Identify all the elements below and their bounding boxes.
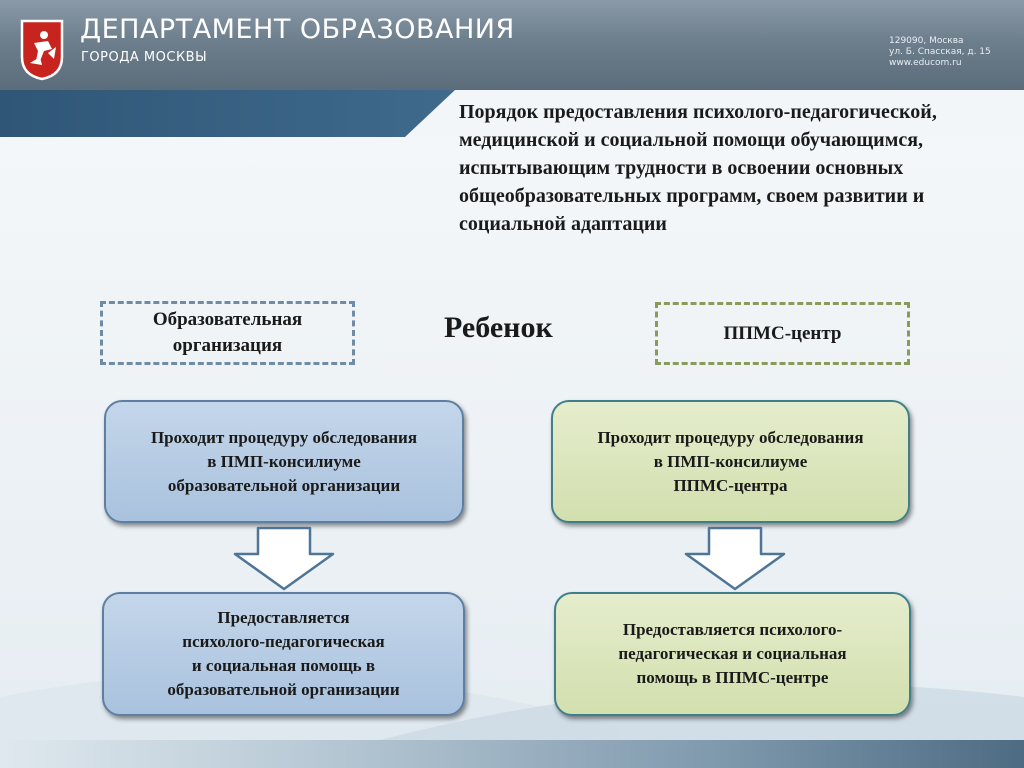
school-examination-box xyxy=(104,400,464,523)
label-line: организация xyxy=(172,335,283,356)
box-line: психолого-педагогическая xyxy=(182,632,385,651)
box-line: образовательной организации xyxy=(167,475,401,495)
header-bar xyxy=(0,0,1024,90)
department-title: ДЕПАРТАМЕНТ ОБРАЗОВАНИЯ xyxy=(80,14,515,45)
slide-title-line: медицинской и социальной помощи обучающимся, xyxy=(459,129,924,151)
child-label: Ребенок xyxy=(444,311,553,344)
slide-title-line: Порядок предоставления психолого-педагогической, xyxy=(459,101,937,123)
box-line: в ПМП-консилиуме xyxy=(207,451,361,471)
moscow-coat-of-arms-icon xyxy=(18,17,66,81)
box-line: Предоставляется xyxy=(217,608,350,627)
school-assistance-box xyxy=(102,592,465,716)
slide-title-line: испытывающим трудности в освоении основных xyxy=(459,157,904,179)
label-line: ППМС-центр xyxy=(723,322,842,344)
address-line: 129090, Москва xyxy=(889,36,964,46)
website-link[interactable]: www.educom.ru xyxy=(889,58,962,68)
ppms-examination-box xyxy=(551,400,910,523)
footer-band xyxy=(0,740,1024,768)
box-line: и социальная помощь в xyxy=(191,656,376,675)
box-line: помощь в ППМС-центре xyxy=(636,668,829,687)
slide-title xyxy=(459,98,1014,238)
box-line: Проходит процедуру обследования xyxy=(597,427,864,447)
box-line: образовательной организации xyxy=(167,680,400,699)
box-line: ППМС-центра xyxy=(673,475,788,495)
slide-title-line: общеобразовательных программ, своем развитии и xyxy=(459,185,925,207)
department-subtitle: ГОРОДА МОСКВЫ xyxy=(81,50,208,65)
ppms-center-label xyxy=(655,302,910,365)
slide-title-line: социальной адаптации xyxy=(459,213,667,235)
address-block xyxy=(889,36,991,69)
down-arrow-icon xyxy=(683,526,787,592)
box-line: педагогическая и социальная xyxy=(618,644,847,663)
box-line: Предоставляется психолого- xyxy=(622,620,843,639)
down-arrow-icon xyxy=(232,526,336,592)
address-line: ул. Б. Спасская, д. 15 xyxy=(889,47,991,57)
box-line: Проходит процедуру обследования xyxy=(150,427,418,447)
educational-organization-label xyxy=(100,301,355,365)
ppms-assistance-box xyxy=(554,592,911,716)
label-line: Образовательная xyxy=(152,309,303,330)
box-line: в ПМП-консилиуме xyxy=(653,451,808,471)
